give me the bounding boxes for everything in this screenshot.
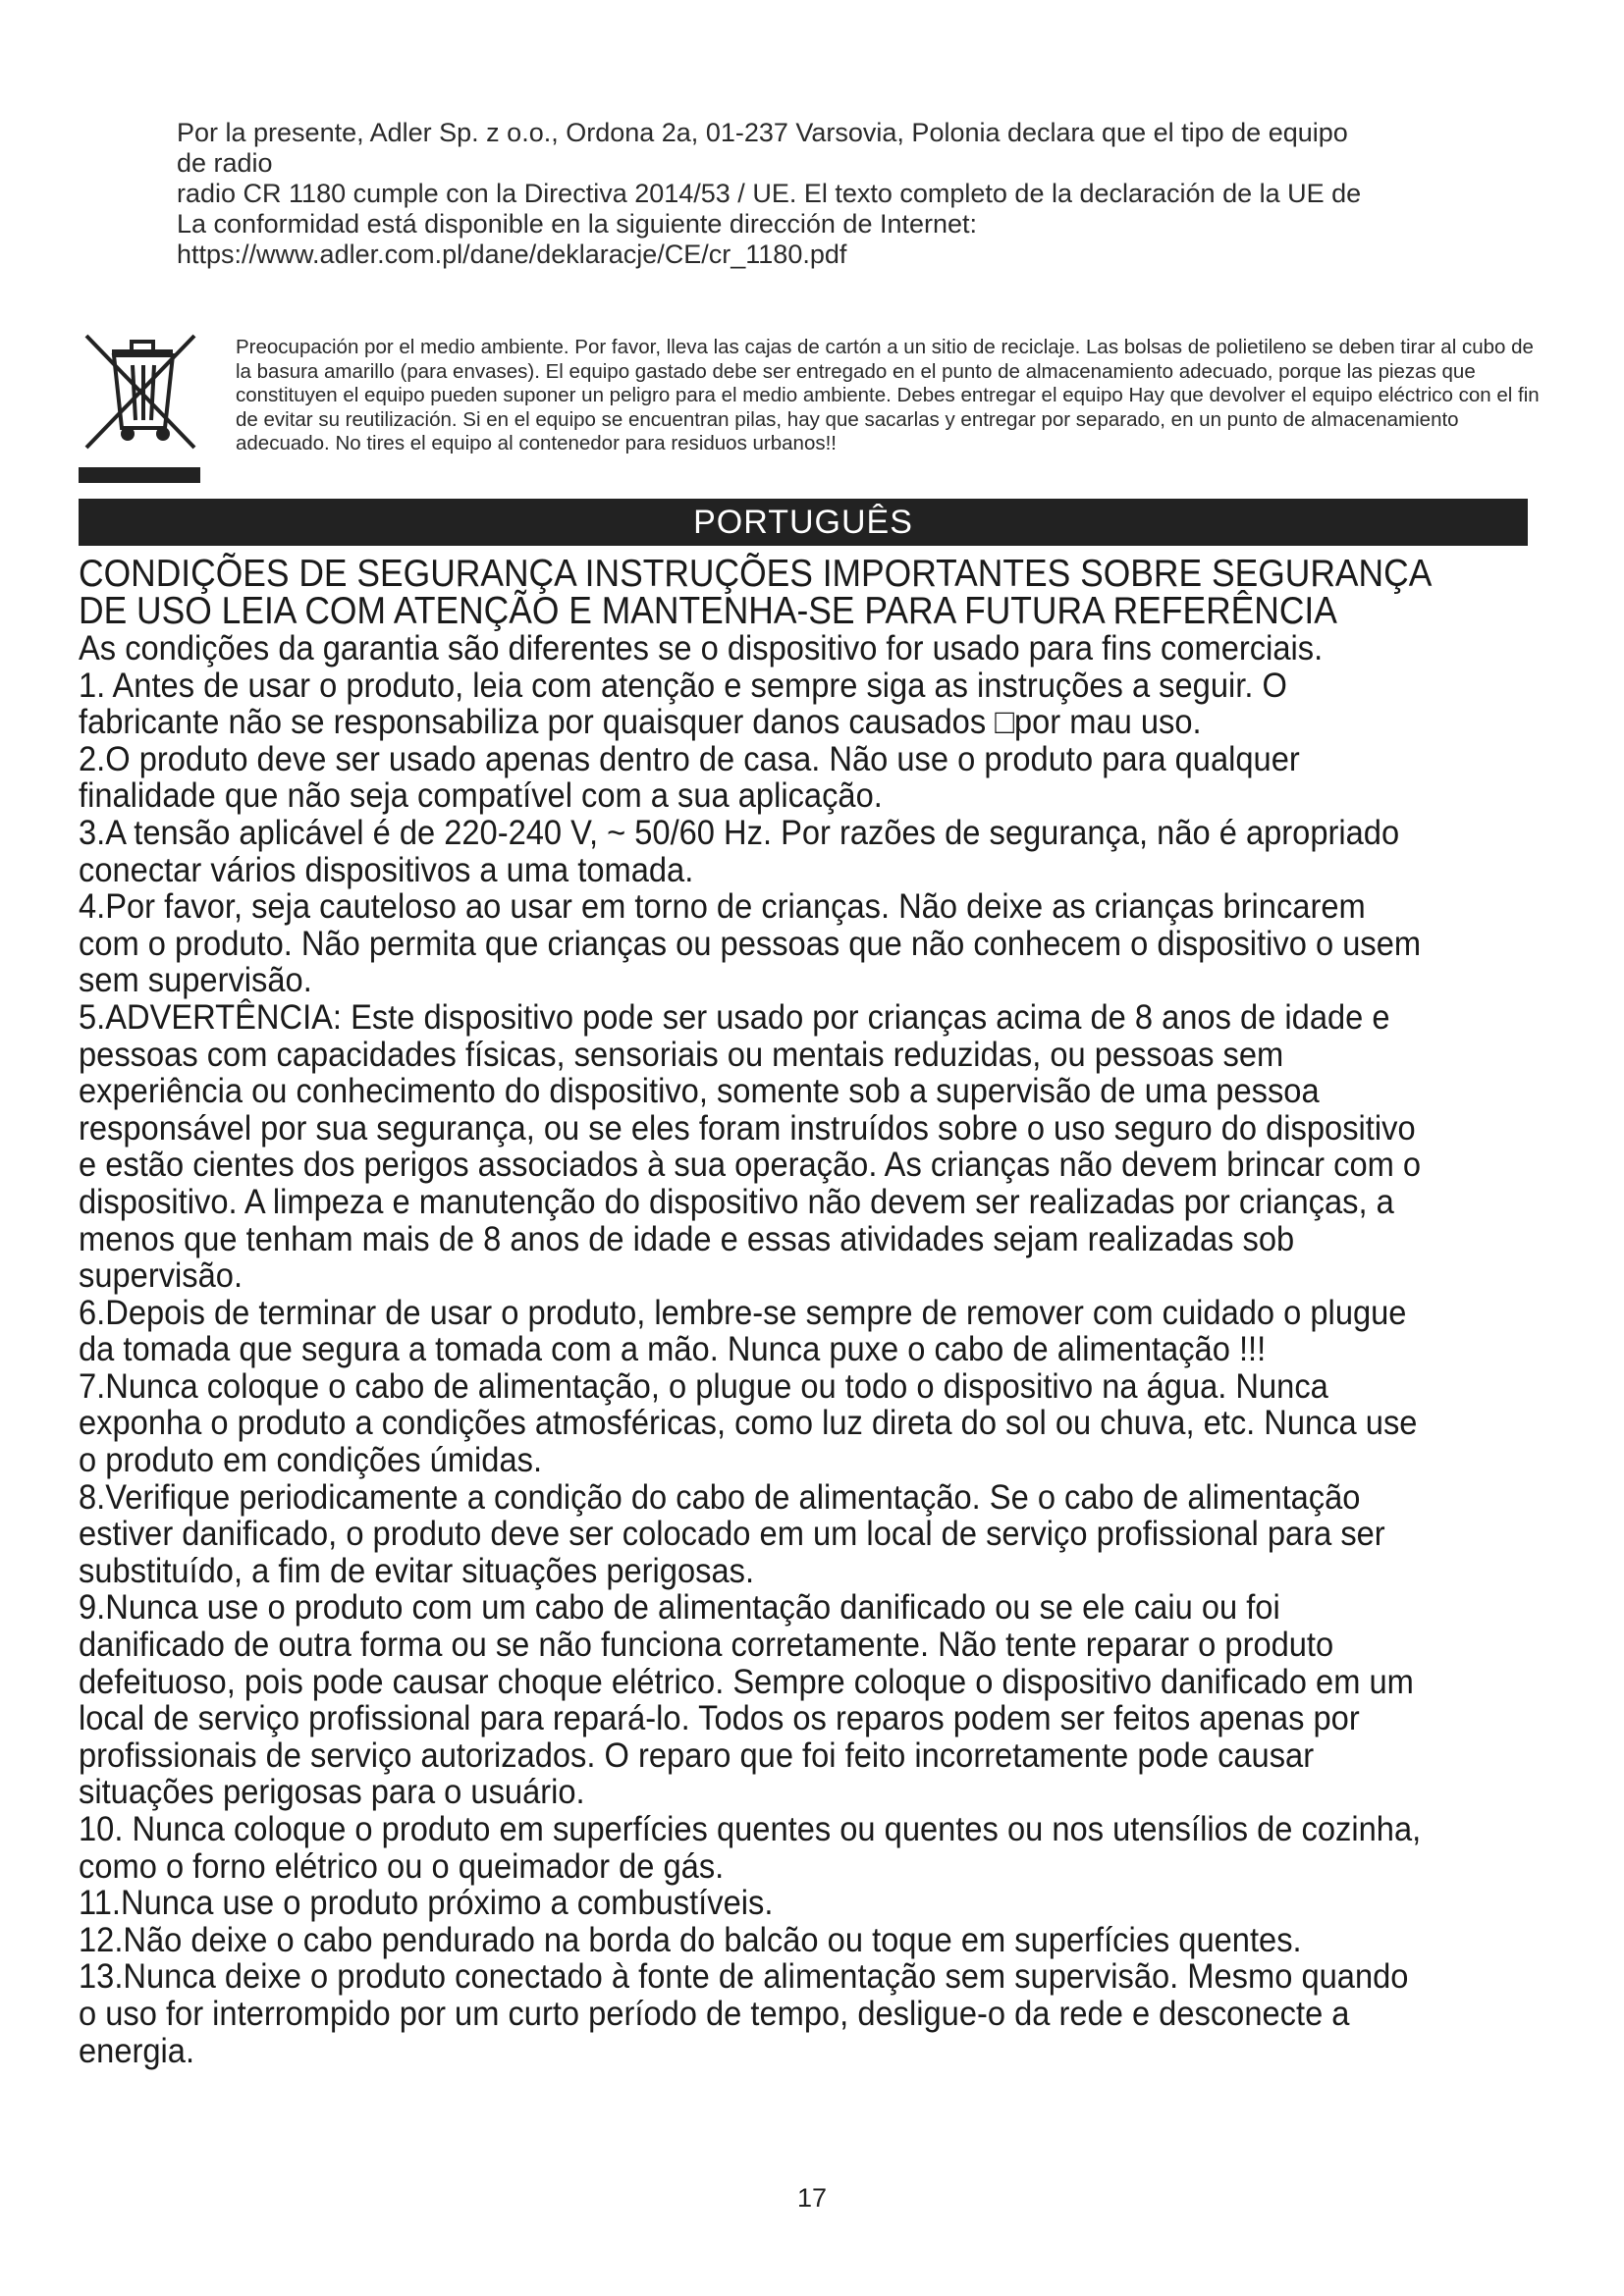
instruction-item: 1. Antes de usar o produto, leia com atenção e sempre siga as instruções a seguir. O fabricante não se responsabiliza por quaisquer danos causados □por mau uso.: [79, 665, 1287, 742]
instruction-item: 10. Nunca coloque o produto em superfícies quentes ou quentes ou nos utensílios de cozinha, como o forno elétrico ou o queimador de gás.: [79, 1809, 1422, 1886]
instruction-item: 12.Não deixe o cabo pendurado na borda do balcão ou toque em superfícies quentes.: [79, 1919, 1302, 1959]
declaration-url: https://www.adler.com.pl/dane/deklaracje/CE/cr_1180.pdf: [177, 240, 847, 269]
declaration-line: La conformidad está disponible en la siguiente dirección de Internet:: [177, 209, 978, 239]
section-title: PORTUGUÊS: [693, 503, 913, 541]
page-number: 17: [796, 2183, 828, 2213]
safety-heading: CONDIÇÕES DE SEGURANÇA INSTRUÇÕES IMPORTANTES SOBRE SEGURANÇA DE USO LEIA COM ATENÇÃO E MANTENHA-SE PARA FUTURA REFERÊNCIA: [79, 553, 1431, 632]
instruction-item: 13.Nunca deixe o produto conectado à fonte de alimentação sem supervisão. Mesmo quando o uso for interrompido por um curto período de tempo, desligue-o da rede e desconecte a energia.: [79, 1956, 1409, 2070]
declaration-line: radio CR 1180 cumple con la Directiva 2014/53 / UE. El texto completo de la declaración de la UE de: [177, 179, 1362, 208]
instruction-item: 5.ADVERTÊNCIA: Este dispositivo pode ser usado por crianças acima de 8 anos de idade e pessoas com capacidades físicas, sensoriais ou mentais reduzidas, ou pessoas sem experiência ou conhecimento do dispositivo, somente sob a supervisão de uma pessoa responsável por sua segurança, ou se eles foram instruídos sobre o uso seguro do dispositivo e estão cientes dos perigos associados à sua operação. As crianças não devem brincar com o dispositivo. A limpeza e manutenção do dispositivo não devem ser realizadas por crianças, a menos que tenham mais de 8 anos de idade e essas atividades sejam realizadas sob supervisão.: [79, 996, 1422, 1296]
safety-instructions: [79, 553, 1434, 2070]
instruction-item: 11.Nunca use o produto próximo a combustíveis.: [79, 1883, 774, 1923]
instruction-item: 8.Verifique periodicamente a condição do cabo de alimentação. Se o cabo de alimentação estiver danificado, o produto deve ser colocado em um local de serviço profissional para ser substituído, a fim de evitar situações perigosas.: [79, 1476, 1385, 1590]
section-header: [79, 499, 1528, 546]
declaration-line: de radio: [177, 148, 273, 178]
instruction-item: 4.Por favor, seja cauteloso ao usar em torno de crianças. Não deixe as crianças brincarem com o produto. Não permita que crianças ou pessoas que não conhecem o dispositivo o usem sem supervisão.: [79, 886, 1422, 1000]
declaration-line: Por la presente, Adler Sp. z o.o., Ordona 2a, 01-237 Varsovia, Polonia declara que el tipo de equipo: [177, 118, 1348, 147]
instruction-item: 3.A tensão aplicável é de 220-240 V, ~ 50/60 Hz. Por razões de segurança, não é apropriado conectar vários dispositivos a uma tomada.: [79, 812, 1400, 889]
environment-text: Preocupación por el medio ambiente. Por favor, lleva las cajas de cartón a un sitio de reciclaje. Las bolsas de polietileno se deben tirar al cubo de la basura amarillo (para envases). El equipo gastado debe ser entregado en el punto de almacenamiento adecuado, porque las piezas que constituyen el equipo pueden suponer un peligro para el medio ambiente. Debes entregar el equipo Hay que devolver el equipo eléctrico con el fin de evitar su reutilización. Si en el equipo se encuentran pilas, hay que sacarlas y entregar por separado, en un punto de almacenamiento adecuado. No tires el equipo al contenedor para residuos urbanos!!: [236, 336, 1540, 454]
instruction-item: 6.Depois de terminar de usar o produto, lembre-se sempre de remover com cuidado o plugue da tomada que segura a tomada com a mão. Nunca puxe o cabo de alimentação !!!: [79, 1292, 1407, 1369]
instruction-item: 9.Nunca use o produto com um cabo de alimentação danificado ou se ele caiu ou foi danificado de outra forma ou se não funciona corretamente. Não tente reparar o produto defeituoso, pois pode causar choque elétrico. Sempre coloque o dispositivo danificado em um local de serviço profissional para repará-lo. Todos os reparos podem ser feitos apenas por profissionais de serviço autorizados. O reparo que foi feito incorretamente pode causar situações perigosas para o usuário.: [79, 1587, 1414, 1812]
instruction-item: 2.O produto deve ser usado apenas dentro de casa. Não use o produto para qualquer finalidade que não seja compatível com a sua aplicação.: [79, 738, 1300, 816]
declaration-block: [177, 118, 1512, 270]
crossed-out-wheelie-bin-icon: [79, 326, 200, 483]
instruction-item: 7.Nunca coloque o cabo de alimentação, o plugue ou todo o dispositivo na água. Nunca exponha o produto a condições atmosféricas, como luz direta do sol ou chuva, etc. Nunca use o produto em condições úmidas.: [79, 1365, 1418, 1480]
environment-notice: [79, 326, 1551, 503]
warranty-intro: As condições da garantia são diferentes se o dispositivo for usado para fins comerciais.: [79, 628, 1324, 667]
